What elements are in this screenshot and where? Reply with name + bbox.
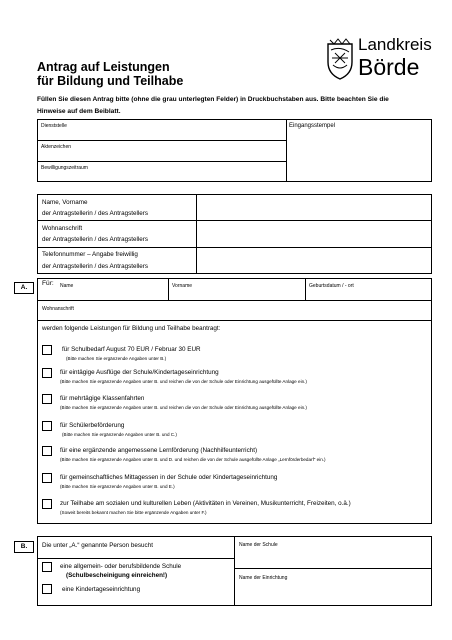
child-vorname-label: Vorname [172, 283, 193, 289]
eintaegige-ausfluege-label: für eintägige Ausflüge der Schule/Kindertageseinrichtung [60, 369, 219, 376]
logo-text-landkreis: Landkreis [358, 35, 432, 54]
lernfoerderung-note: (Bitte machen Sie ergänzende Angaben unter B. und D. und reichen die von der Schule ausgefüllte Anlage „Lernförderbedarf“ ein.) [60, 457, 326, 462]
schulbedarf-note: (Bitte machen Sie ergänzende Angaben unter B.) [66, 356, 167, 361]
intro-line-1: Füllen Sie diesen Antrag bitte (ohne die grau unterlegten Felder) in Druckbuchstaben aus. Bitte beachten Sie die [37, 96, 389, 103]
page-title [37, 60, 183, 88]
aktenzeichen-label: Aktenzeichen [41, 144, 72, 150]
schulbedarf-checkbox[interactable] [42, 345, 52, 355]
eingangsstempel-label: Eingangsstempel [289, 123, 336, 129]
phone-label: Telefonnummer – Angabe freiwillig [42, 251, 138, 258]
section-b-intro: Die unter „A.“ genannte Person besucht [42, 542, 153, 549]
teilhabe-checkbox[interactable] [42, 499, 52, 509]
child-wohnanschrift-label: Wohnanschrift [42, 306, 74, 312]
address-sub-label: der Antragstellerin / des Antragstellers [42, 236, 149, 243]
applicant-address-field[interactable] [198, 222, 430, 245]
klassenfahrten-checkbox[interactable] [42, 394, 52, 404]
section-b-label: B. [14, 541, 34, 553]
school-option-label: eine allgemein- oder berufsbildende Schule [60, 563, 182, 570]
schuelerbefoerderung-label: für Schülerbeförderung [60, 422, 125, 429]
fuer-label: Für: [42, 280, 54, 287]
address-label: Wohnanschrift [42, 225, 83, 232]
mittagessen-checkbox[interactable] [42, 473, 52, 483]
teilhabe-note: (Soweit bereits bekannt machen Sie bitte ergänzende Angaben unter F.) [60, 510, 207, 515]
bewilligungszeitraum-label: Bewilligungszeitraum [41, 165, 88, 171]
school-option-note: (Schulbescheinigung einreichen!) [66, 572, 168, 579]
child-name-label: Name [60, 283, 74, 289]
klassenfahrten-label: für mehrtägige Klassenfahrten [60, 395, 145, 402]
intro-line-2: Hinweise auf dem Beiblatt. [37, 108, 121, 115]
schuelerbefoerderung-checkbox[interactable] [42, 421, 52, 431]
title-line-1: Antrag auf Leistungen [37, 60, 170, 74]
schulbedarf-label: für Schulbedarf August 70 EUR / Februar 30 EUR [62, 346, 201, 353]
landkreis-logo [325, 35, 435, 83]
lernfoerderung-label: für eine ergänzende angemessene Lernförderung (Nachhilfeunterricht) [60, 447, 258, 454]
mittagessen-note: (Bitte machen Sie ergänzende Angaben unter B. und E.) [60, 484, 175, 489]
facility-name-label: Name der Einrichtung [239, 575, 288, 581]
kita-checkbox[interactable] [42, 584, 52, 594]
name-sub-label: der Antragstellerin / des Antragstellers [42, 210, 149, 217]
school-name-label: Name der Schule [239, 542, 278, 548]
school-checkbox[interactable] [42, 562, 52, 572]
phone-sub-label: der Antragstellerin / des Antragstellers [42, 263, 149, 270]
name-label: Name, Vorname [42, 199, 88, 206]
mittagessen-label: für gemeinschaftliches Mittagessen in der Schule oder Kindertageseinrichtung [60, 474, 278, 481]
intro-text [37, 94, 432, 118]
kita-option-label: eine Kindertageseinrichtung [62, 586, 141, 593]
applicant-phone-field[interactable] [198, 249, 430, 272]
section-a-label: A. [14, 282, 34, 294]
leistungen-intro: werden folgende Leistungen für Bildung und Teilhabe beantragt: [42, 325, 221, 332]
office-use-box [37, 119, 432, 182]
coat-of-arms-icon [325, 38, 355, 80]
applicant-name-field[interactable] [198, 196, 430, 218]
klassenfahrten-note: (Bitte machen Sie ergänzende Angaben unter B. und reichen die von der Schule oder Einrichtung ausgefüllte Anlage ein.) [60, 405, 307, 410]
lernfoerderung-checkbox[interactable] [42, 446, 52, 456]
schuelerbefoerderung-note: (Bitte machen Sie ergänzende Angaben unter B. und C.) [62, 432, 177, 437]
eintaegige-ausfluege-note: (Bitte machen Sie ergänzende Angaben unter B. und reichen die von der Schule oder Einrichtung ausgefüllte Anlage ein.) [60, 379, 307, 384]
logo-text-boerde: Börde [358, 54, 420, 80]
eintaegige-ausfluege-checkbox[interactable] [42, 368, 52, 378]
dienststelle-label: Dienststelle [41, 123, 67, 129]
teilhabe-label: zur Teilhabe am sozialen und kulturellen Leben (Aktivitäten in Vereinen, Musikunterricht, Freizeiten, o.ä.) [60, 500, 351, 507]
child-geburtsdatum-label: Geburtsdatum / - ort [309, 283, 354, 289]
title-line-2: für Bildung und Teilhabe [37, 74, 184, 88]
